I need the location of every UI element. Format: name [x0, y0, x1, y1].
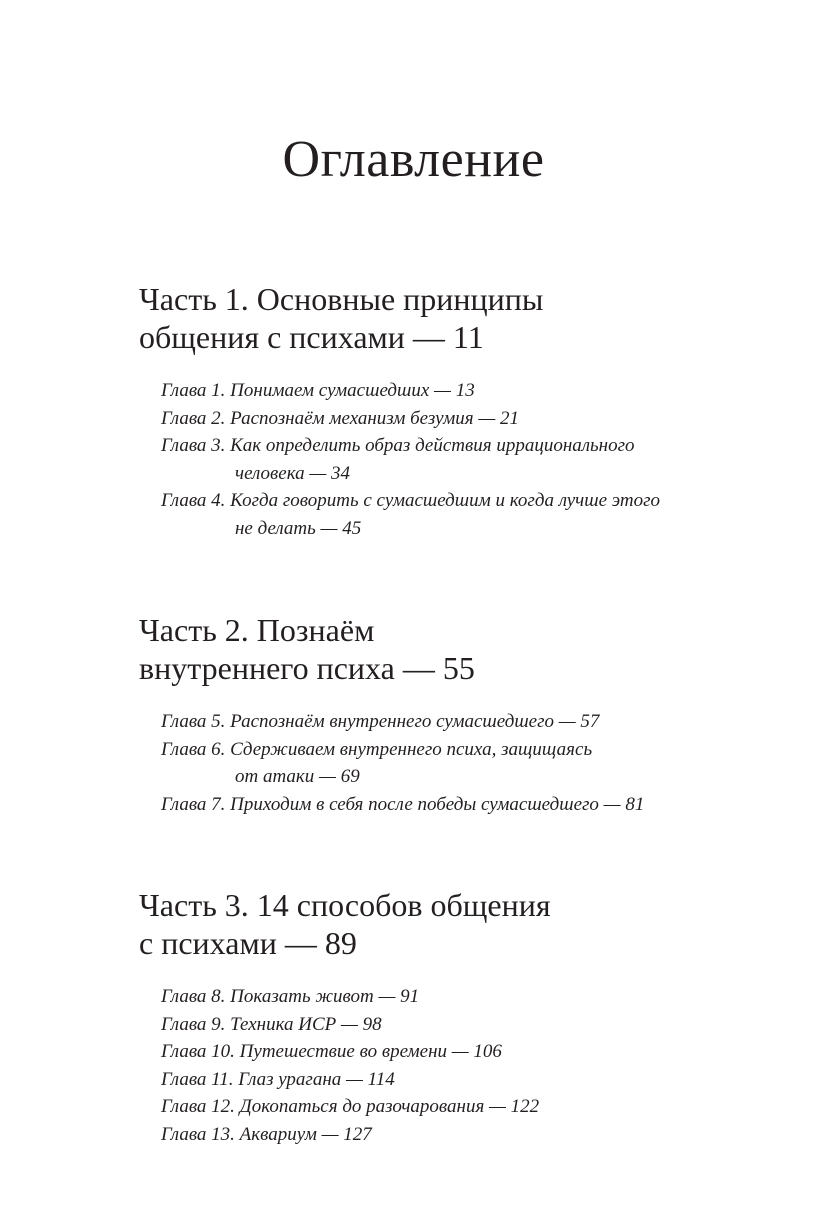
part-heading[interactable] [139, 280, 759, 356]
chapter-entry-9[interactable] [139, 1011, 759, 1039]
chapter-entry-1[interactable] [139, 377, 759, 405]
chapter-list [139, 377, 759, 542]
toc-part-1 [139, 280, 759, 542]
chapter-line2: не делать — 45 [235, 517, 362, 539]
chapter-line1: Глава 11. Глаз урагана — 114 [161, 1068, 395, 1090]
chapter-entry-10[interactable] [139, 1038, 759, 1066]
chapter-line1: Глава 6. Сдерживаем внутреннего психа, защищаясь [161, 738, 593, 760]
part-heading-line1: Часть 1. Основные принципы [139, 281, 544, 317]
chapter-list [139, 708, 759, 818]
chapter-entry-4[interactable] [139, 487, 759, 542]
chapter-line1: Глава 8. Показать живот — 91 [161, 986, 420, 1007]
chapter-line1: Глава 13. Аквариум — 127 [161, 1123, 372, 1145]
chapter-entry-13[interactable] [139, 1121, 759, 1149]
chapter-entry-12[interactable] [139, 1093, 759, 1121]
part-heading-line1: Часть 3. 14 способов общения [139, 887, 551, 923]
chapter-entry-6[interactable] [139, 736, 759, 791]
chapter-line1: Глава 2. Распознаём механизм безумия — 21 [161, 407, 519, 429]
chapter-entry-2[interactable] [139, 405, 759, 433]
chapter-entry-8[interactable] [139, 983, 759, 1011]
chapter-line1: Глава 5. Распознаём внутреннего сумасшедшего — 57 [161, 711, 600, 732]
chapter-line1: Глава 1. Понимаем сумасшедших — 13 [161, 380, 475, 401]
chapter-entry-7[interactable] [139, 791, 759, 819]
chapter-line1: Глава 12. Докопаться до разочарования — 122 [161, 1096, 540, 1117]
chapter-line1: Глава 7. Приходим в себя после победы сумасшедшего — 81 [161, 793, 645, 815]
chapter-entry-3[interactable] [139, 432, 759, 487]
chapter-line1: Глава 9. Техника ИСР — 98 [161, 1013, 382, 1035]
part-heading-line1: Часть 2. Познаём [139, 612, 375, 648]
chapter-line1: Глава 10. Путешествие во времени — 106 [161, 1041, 502, 1062]
part-heading-line2: внутреннего психа — 55 [139, 650, 475, 686]
toc-part-2 [139, 611, 759, 818]
chapter-line1: Глава 4. Когда говорить с сумасшедшим и когда лучше этого [161, 490, 661, 511]
part-heading-line2: общения с психами — 11 [139, 319, 484, 355]
chapter-list [139, 983, 759, 1148]
chapter-line1: Глава 3. Как определить образ действия иррационального [161, 435, 635, 456]
part-heading-line2: с психами — 89 [139, 925, 357, 961]
page-title: Оглавление [282, 131, 545, 188]
chapter-entry-11[interactable] [139, 1066, 759, 1094]
chapter-line2: человека — 34 [235, 462, 351, 484]
chapter-line2: от атаки — 69 [235, 766, 360, 787]
part-heading[interactable] [139, 886, 759, 962]
chapter-entry-5[interactable] [139, 708, 759, 736]
toc-part-3 [139, 886, 759, 1148]
part-heading[interactable] [139, 611, 759, 687]
